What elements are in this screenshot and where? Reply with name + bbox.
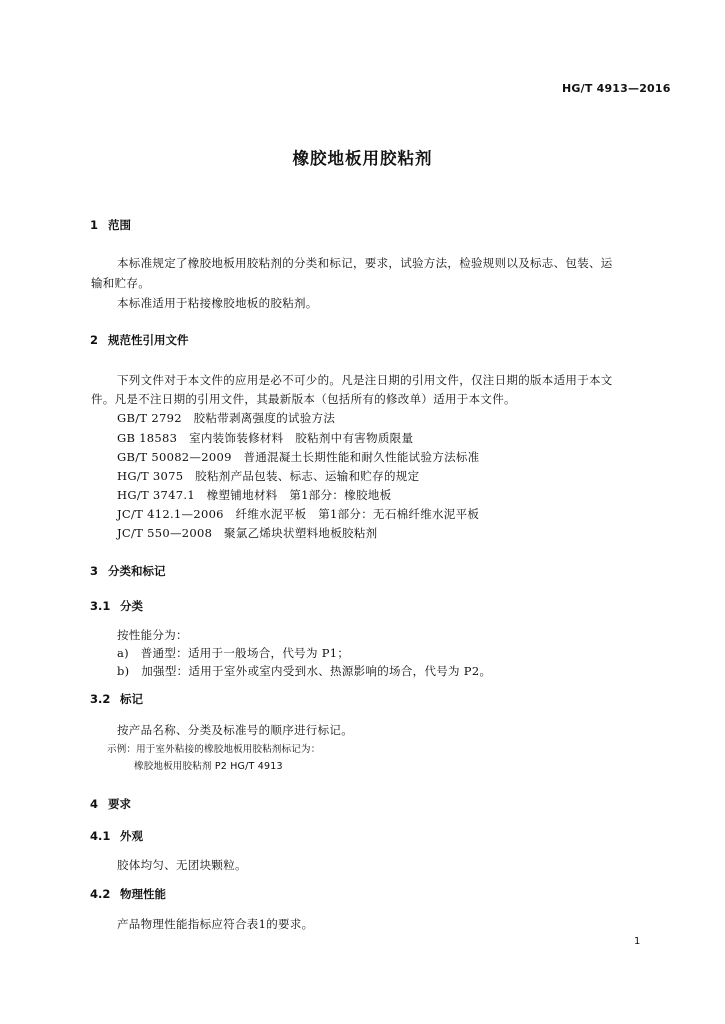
subsection-heading-appearance bbox=[90, 828, 143, 844]
paragraph-line: 本标准适用于粘接橡胶地板的胶粘剂。 bbox=[117, 296, 318, 310]
section-heading-requirements bbox=[90, 796, 131, 812]
subsection-number: 4.2 bbox=[90, 887, 111, 901]
section-title: 范围 bbox=[108, 218, 131, 232]
section-heading-classification bbox=[90, 563, 166, 579]
section-number: 1 bbox=[90, 218, 99, 232]
subsection-title: 物理性能 bbox=[120, 887, 166, 901]
subsection-heading-marking bbox=[90, 691, 143, 707]
paragraph-line: 件。凡是不注日期的引用文件，其最新版本（包括所有的修改单）适用于本文件。 bbox=[91, 392, 516, 406]
reference-item: GB/T 50082—2009 普通混凝土长期性能和耐久性能试验方法标准 bbox=[117, 450, 480, 464]
reference-item: GB/T 2792 胶粘带剥离强度的试验方法 bbox=[117, 411, 336, 425]
list-item: a) 普通型：适用于一般场合，代号为 P1； bbox=[117, 646, 350, 660]
document-title: 橡胶地板用胶粘剂 bbox=[292, 149, 433, 168]
subsection-heading-physical-properties bbox=[90, 886, 166, 902]
subsection-number: 3.2 bbox=[90, 692, 111, 706]
section-heading-scope bbox=[90, 217, 131, 233]
reference-item: JC/T 412.1—2006 纤维水泥平板 第1部分：无石棉纤维水泥平板 bbox=[117, 507, 480, 521]
section-title: 分类和标记 bbox=[108, 564, 166, 578]
example-value: 橡胶地板用胶粘剂 P2 HG/T 4913 bbox=[134, 761, 283, 772]
subsection-number: 4.1 bbox=[90, 829, 111, 843]
example-label: 示例：用于室外粘接的橡胶地板用胶粘剂标记为： bbox=[107, 744, 321, 755]
section-heading-normative-references bbox=[90, 332, 189, 348]
paragraph-line: 按性能分为： bbox=[117, 628, 188, 642]
subsection-title: 外观 bbox=[120, 829, 143, 843]
subsection-title: 标记 bbox=[120, 692, 143, 706]
reference-item: HG/T 3075 胶粘剂产品包装、标志、运输和贮存的规定 bbox=[117, 469, 420, 483]
section-number: 2 bbox=[90, 333, 99, 347]
paragraph-line: 输和贮存。 bbox=[91, 276, 150, 290]
section-title: 规范性引用文件 bbox=[108, 333, 189, 347]
reference-item: JC/T 550—2008 聚氯乙烯块状塑料地板胶粘剂 bbox=[117, 526, 378, 540]
page-number: 1 bbox=[634, 936, 641, 947]
paragraph-line: 本标准规定了橡胶地板用胶粘剂的分类和标记，要求，试验方法，检验规则以及标志、包装、运 bbox=[117, 256, 613, 270]
reference-item: HG/T 3747.1 橡塑铺地材料 第1部分：橡胶地板 bbox=[117, 488, 392, 502]
paragraph-line: 产品物理性能指标应符合表1的要求。 bbox=[117, 917, 314, 931]
subsection-title: 分类 bbox=[120, 599, 143, 613]
section-number: 4 bbox=[90, 797, 99, 811]
subsection-number: 3.1 bbox=[90, 599, 111, 613]
standard-number: HG/T 4913—2016 bbox=[562, 82, 671, 95]
section-number: 3 bbox=[90, 564, 99, 578]
paragraph-line: 下列文件对于本文件的应用是必不可少的。凡是注日期的引用文件，仅注日期的版本适用于本文 bbox=[117, 373, 613, 387]
subsection-heading-classification bbox=[90, 598, 143, 614]
paragraph-line: 按产品名称、分类及标准号的顺序进行标记。 bbox=[117, 723, 353, 737]
section-title: 要求 bbox=[108, 797, 131, 811]
reference-item: GB 18583 室内装饰装修材料 胶粘剂中有害物质限量 bbox=[117, 431, 414, 445]
list-item: b) 加强型：适用于室外或室内受到水、热源影响的场合，代号为 P2。 bbox=[117, 664, 492, 678]
paragraph-line: 胶体均匀、无团块颗粒。 bbox=[117, 858, 247, 872]
